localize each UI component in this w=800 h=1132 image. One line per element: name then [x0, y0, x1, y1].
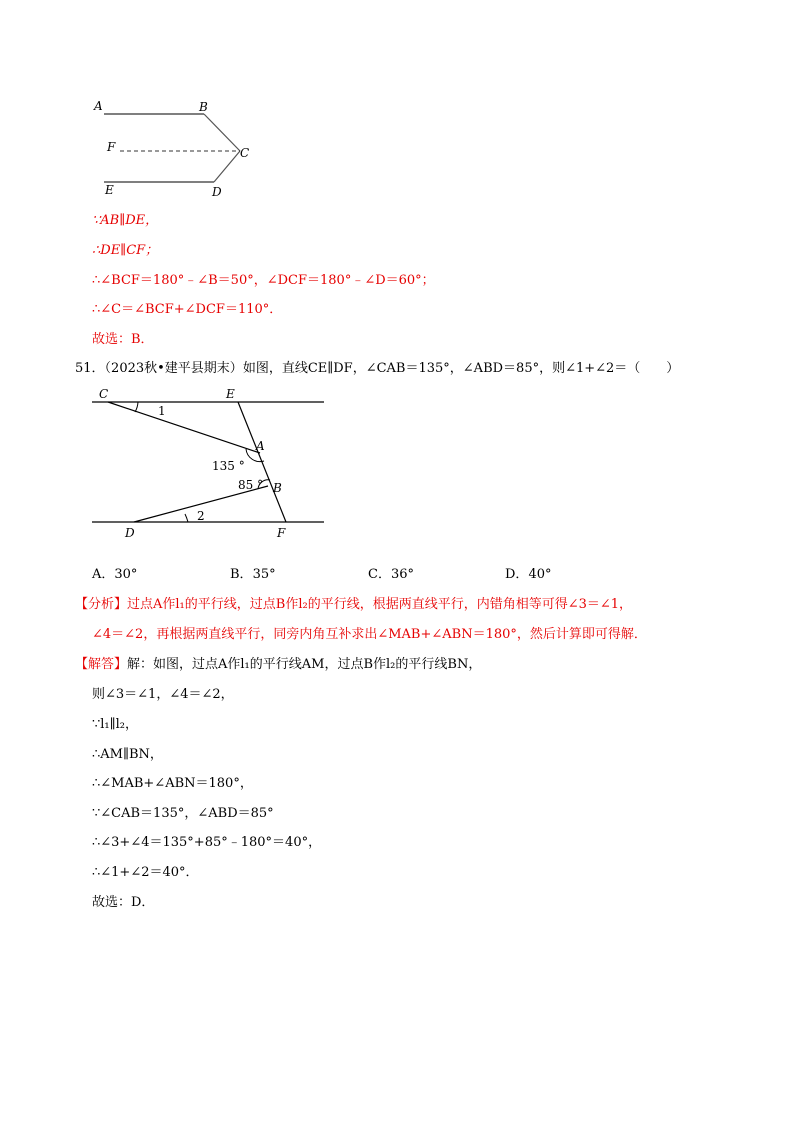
- analysis-line-2: ∠4＝∠2，再根据两直线平行，同旁内角互补求出∠MAB+∠ABN＝180°，然后计算即可得解．: [92, 627, 647, 642]
- answer-line-6: ∵∠CAB＝135°，∠ABD＝85°: [92, 806, 274, 821]
- analysis-tag: 【分析】: [75, 597, 128, 612]
- question-number: 51．: [75, 361, 105, 376]
- analysis-line-1: [75, 596, 632, 614]
- choice-letter: C．: [368, 567, 391, 582]
- question-51: [75, 360, 679, 378]
- solution-50-line-3: ∴∠BCF＝180°﹣∠B＝50°，∠DCF＝180°﹣∠D＝60°；: [92, 273, 435, 288]
- choice-b[interactable]: [230, 566, 276, 584]
- solution-50-line-4: ∴∠C＝∠BCF+∠DCF＝110°．: [92, 302, 283, 317]
- label-F: F: [107, 140, 116, 154]
- solution-50-line-1: ∵AB∥DE，: [92, 213, 159, 228]
- choice-letter: B．: [230, 567, 253, 582]
- answer-choice: 故选：D．: [92, 895, 155, 910]
- label-F: F: [277, 526, 286, 540]
- analysis-text-1: 过点A作l₁的平行线，过点B作l₂的平行线，根据两直线平行，内错角相等可得∠3＝∠1，: [127, 597, 633, 612]
- question-text: 如图，直线CE∥DF，∠CAB＝135°，∠ABD＝85°，则∠1+∠2＝（ ）: [242, 361, 680, 376]
- choice-letter: D．: [505, 567, 529, 582]
- solution-50-line-2: ∴DE∥CF；: [92, 243, 159, 258]
- figure-question-51: [88, 384, 338, 544]
- label-D: D: [212, 185, 222, 199]
- figure-parallel-lines-abcdef: [90, 94, 270, 204]
- choice-a[interactable]: [92, 566, 137, 584]
- label-E: E: [105, 183, 114, 197]
- solution-50-answer: 故选：B．: [92, 332, 154, 347]
- choice-value: 35°: [252, 567, 276, 582]
- label-D: D: [125, 526, 135, 540]
- answer-line-3: ∵l₁∥l₂，: [92, 717, 139, 732]
- angle-85-label: 85 °: [238, 478, 264, 492]
- angle-1-label: 1: [158, 404, 166, 418]
- label-C: C: [240, 146, 250, 160]
- answer-line-2: 则∠3＝∠1，∠4＝∠2，: [92, 687, 234, 702]
- answer-text-1: 解：如图，过点A作l₁的平行线AM，过点B作l₂的平行线BN，: [127, 657, 482, 672]
- answer-line-7: ∴∠3+∠4＝135°+85°﹣180°＝40°，: [92, 835, 322, 850]
- label-A: A: [256, 439, 265, 453]
- answer-line-8: ∴∠1+∠2＝40°．: [92, 865, 199, 880]
- label-B: B: [273, 481, 282, 495]
- choice-c[interactable]: [368, 566, 414, 584]
- question-source: （2023秋•建平县期末）: [104, 361, 243, 376]
- choice-value: 30°: [114, 567, 138, 582]
- label-A: A: [94, 99, 103, 113]
- answer-line-1: [75, 656, 481, 674]
- angle-135-label: 135 °: [212, 459, 245, 473]
- answer-line-5: ∴∠MAB+∠ABN＝180°，: [92, 776, 253, 791]
- label-B: B: [199, 100, 208, 114]
- angle-2-label: 2: [197, 509, 205, 523]
- choice-letter: A．: [92, 567, 115, 582]
- choice-value: 40°: [528, 567, 552, 582]
- answer-tag: 【解答】: [75, 657, 128, 672]
- choice-value: 36°: [390, 567, 414, 582]
- label-C: C: [99, 387, 109, 401]
- label-E: E: [226, 387, 235, 401]
- answer-line-4: ∴AM∥BN，: [92, 747, 163, 762]
- choice-d[interactable]: [505, 566, 551, 584]
